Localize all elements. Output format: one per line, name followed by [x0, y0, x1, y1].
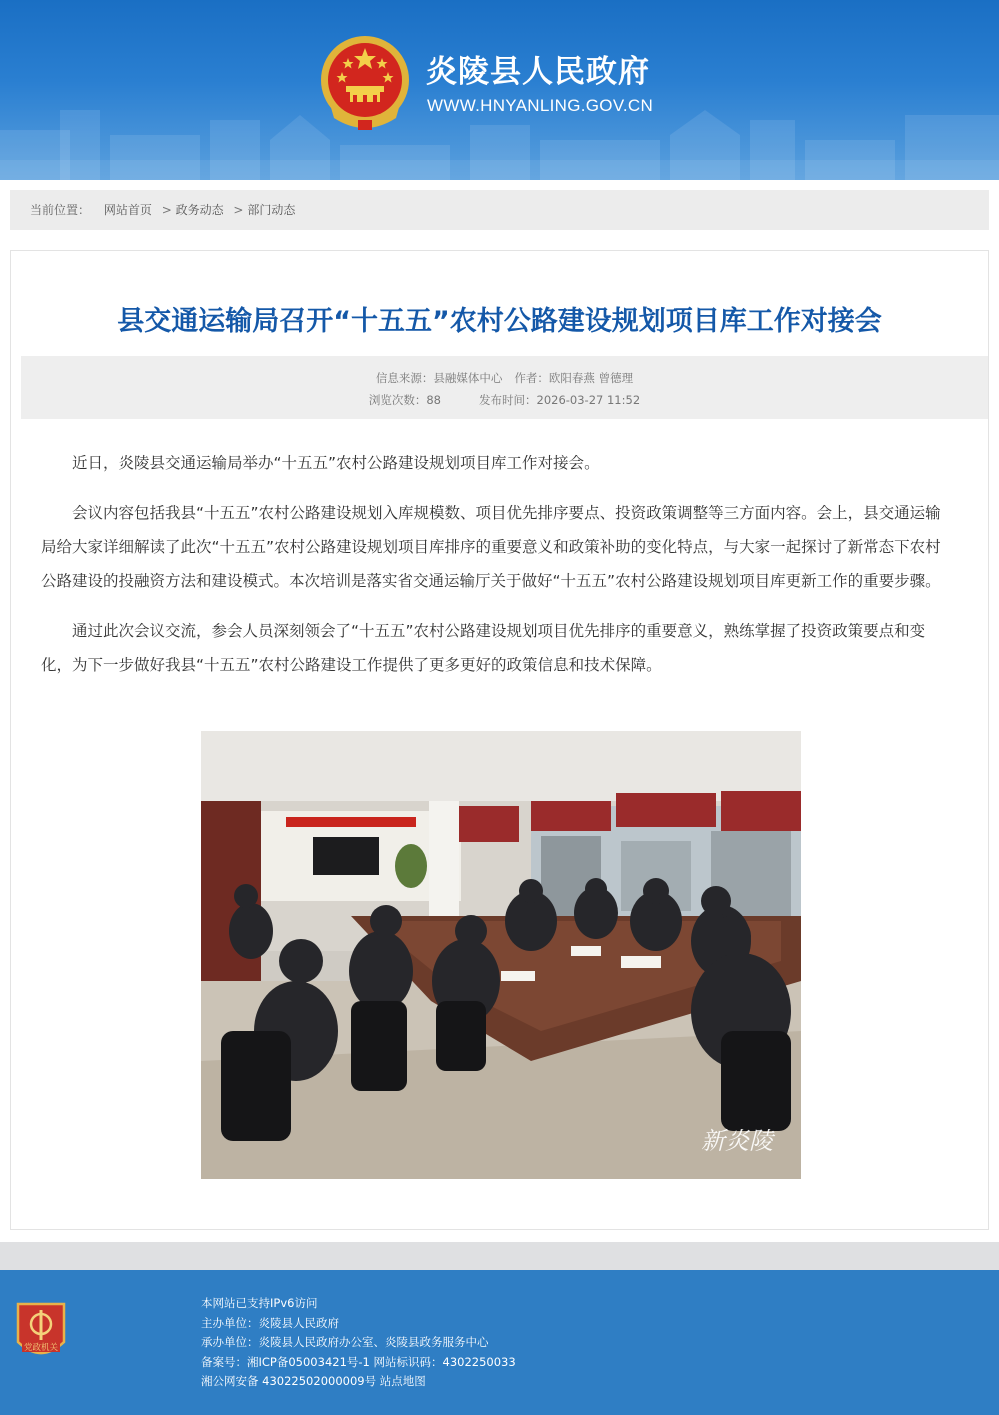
site-url[interactable]: WWW.HNYANLING.GOV.CN — [427, 96, 654, 115]
breadcrumb-prefix: 当前位置： — [30, 203, 91, 217]
views-label: 浏览次数： — [368, 393, 427, 407]
meeting-photo-illustration — [201, 731, 801, 1179]
article-meta-row-2 — [21, 392, 988, 408]
article-paragraph: 通过此次会议交流，参会人员深刻领会了“十五五”农村公路建设规划项目优先排序的重要意义，熟练掌握了投资政策要点和变化，为下一步做好我县“十五五”农村公路建设工作提供了更多更好的政策信息和技术保障。 — [41, 622, 926, 674]
article-title: 县交通运输局召开“十五五”农村公路建设规划项目库工作对接会 — [117, 306, 882, 337]
footer-info — [201, 1294, 516, 1392]
source-value: 县融媒体中心 — [433, 371, 503, 385]
article-body — [41, 446, 946, 698]
breadcrumb-home-link[interactable]: 网站首页 — [103, 203, 152, 217]
footer-organizer-unit: 承办单位：炎陵县人民政府办公室、炎陵县政务服务中心 — [201, 1335, 489, 1349]
breadcrumb — [10, 190, 989, 230]
article-container — [10, 250, 989, 1230]
site-footer — [0, 1270, 999, 1415]
national-emblem-icon — [318, 34, 412, 134]
site-header-banner — [0, 0, 999, 180]
party-government-badge-icon[interactable] — [14, 1300, 68, 1364]
breadcrumb-separator: > — [161, 203, 172, 217]
footer-badge-text: 党政机关 — [23, 1343, 59, 1353]
site-title[interactable]: 炎陵县人民政府 — [426, 54, 650, 90]
breadcrumb-department-link[interactable]: 部门动态 — [247, 203, 296, 217]
photo-watermark: 新炎陵 — [701, 1127, 773, 1155]
breadcrumb-separator: > — [233, 203, 244, 217]
author-value: 欧阳春燕 曾德理 — [548, 371, 634, 385]
published-value: 2026-03-27 11:52 — [536, 393, 641, 407]
footer-icp-record[interactable]: 备案号：湘ICP备05003421号-1 网站标识码：4302250033 — [201, 1354, 516, 1369]
footer-separator — [0, 1242, 999, 1270]
article-meta — [21, 356, 988, 419]
footer-ipv6-note: 本网站已支持IPv6访问 — [201, 1296, 318, 1310]
footer-host-unit: 主办单位：炎陵县人民政府 — [201, 1315, 339, 1330]
article-paragraph: 近日，炎陵县交通运输局举办“十五五”农村公路建设规划项目库工作对接会。 — [72, 454, 600, 472]
published-label: 发布时间： — [479, 393, 537, 407]
views-value: 88 — [426, 393, 441, 407]
footer-police-record-and-sitemap[interactable]: 湘公网安备 43022502000009号 站点地图 — [201, 1374, 426, 1388]
article-meta-row-1 — [21, 370, 988, 386]
source-label: 信息来源： — [375, 371, 434, 385]
meeting-photo — [201, 731, 801, 1179]
breadcrumb-politics-link[interactable]: 政务动态 — [175, 203, 224, 217]
article-paragraph: 会议内容包括我县“十五五”农村公路建设规划入库规模数、项目优先排序要点、投资政策调整等三方面内容。会上，县交通运输局给大家详细解读了此次“十五五”农村公路建设规划项目库排序的重要意义和政策补助的变化特点，与大家一起探讨了新常态下农村公路建设的投融资方法和建设模式。本次培训是落实省交通运输厅关于做好“十五五”农村公路建设规划项目库更新工作的重要步骤。 — [41, 504, 941, 590]
author-label: 作者： — [514, 371, 549, 385]
